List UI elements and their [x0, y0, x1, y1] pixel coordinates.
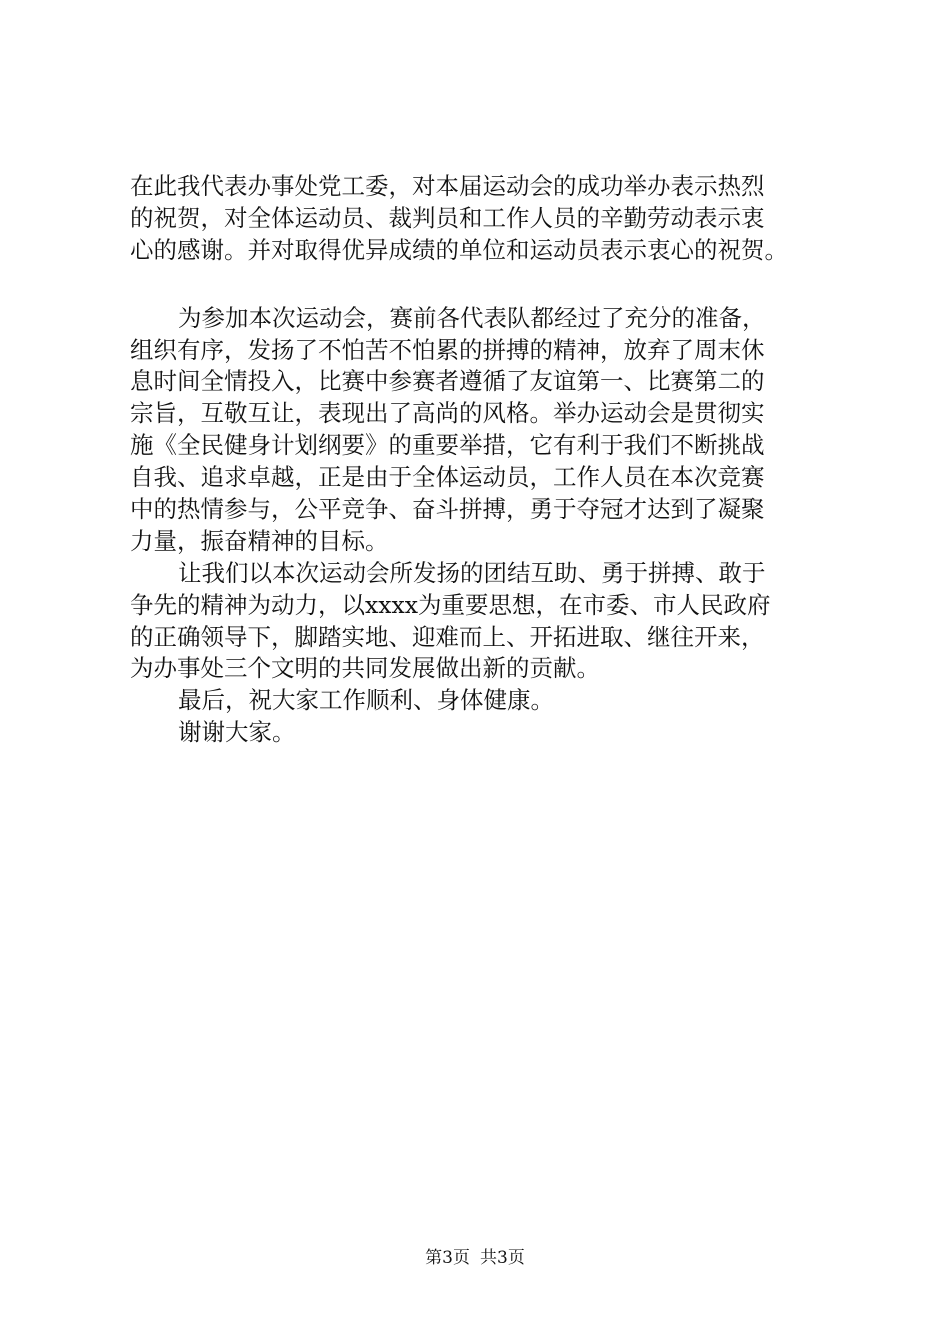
paragraph-preparation: [130, 303, 830, 558]
text-line: 力量，振奋精神的目标。: [130, 526, 389, 555]
text-line: 的正确领导下，脚踏实地、迎难而上、开拓进取、继往开来，: [130, 622, 765, 651]
text-line: 自我、追求卓越，正是由于全体运动员，工作人员在本次竞赛: [130, 463, 765, 492]
paragraph-thanks: [130, 717, 830, 749]
text-line: 施《全民健身计划纲要》的重要举措，它有利于我们不断挑战: [130, 431, 765, 460]
text-line: 在此我代表办事处党工委，对本届运动会的成功举办表示热烈: [130, 172, 765, 200]
page-total: 共3页: [480, 1248, 525, 1268]
text-line: 心的感谢。并对取得优异成绩的单位和运动员表示衷心的祝贺。: [130, 235, 788, 264]
page-number: 第3页: [425, 1248, 470, 1268]
paragraph-spacer: [130, 267, 830, 303]
text-line: 争先的精神为动力，以xxxx为重要思想，在市委、市人民政府: [130, 590, 771, 619]
text-line: 最后，祝大家工作顺利、身体健康。: [178, 686, 554, 715]
text-line: 让我们以本次运动会所发扬的团结互助、勇于拼搏、敢于: [178, 558, 766, 587]
text-line: 组织有序，发扬了不怕苦不怕累的拼搏的精神，放弃了周末休: [130, 335, 765, 364]
document-body: [130, 171, 830, 749]
text-line: 的祝贺，对全体运动员、裁判员和工作人员的辛勤劳动表示衷: [130, 203, 765, 232]
text-line: 宗旨，互敬互让，表现出了高尚的风格。举办运动会是贯彻实: [130, 399, 765, 428]
paragraph-wishes: [130, 685, 830, 717]
text-line: 为参加本次运动会，赛前各代表队都经过了充分的准备，: [178, 303, 766, 332]
page-footer: [0, 1243, 950, 1268]
text-line: 息时间全情投入，比赛中参赛者遵循了友谊第一、比赛第二的: [130, 367, 765, 396]
text-line: 为办事处三个文明的共同发展做出新的贡献。: [130, 654, 600, 683]
text-line: 谢谢大家。: [178, 718, 296, 747]
paragraph-call-to-action: [130, 558, 830, 686]
paragraph-congratulations: [130, 171, 830, 267]
text-line: 中的热情参与，公平竞争、奋斗拼搏，勇于夺冠才达到了凝聚: [130, 495, 765, 524]
